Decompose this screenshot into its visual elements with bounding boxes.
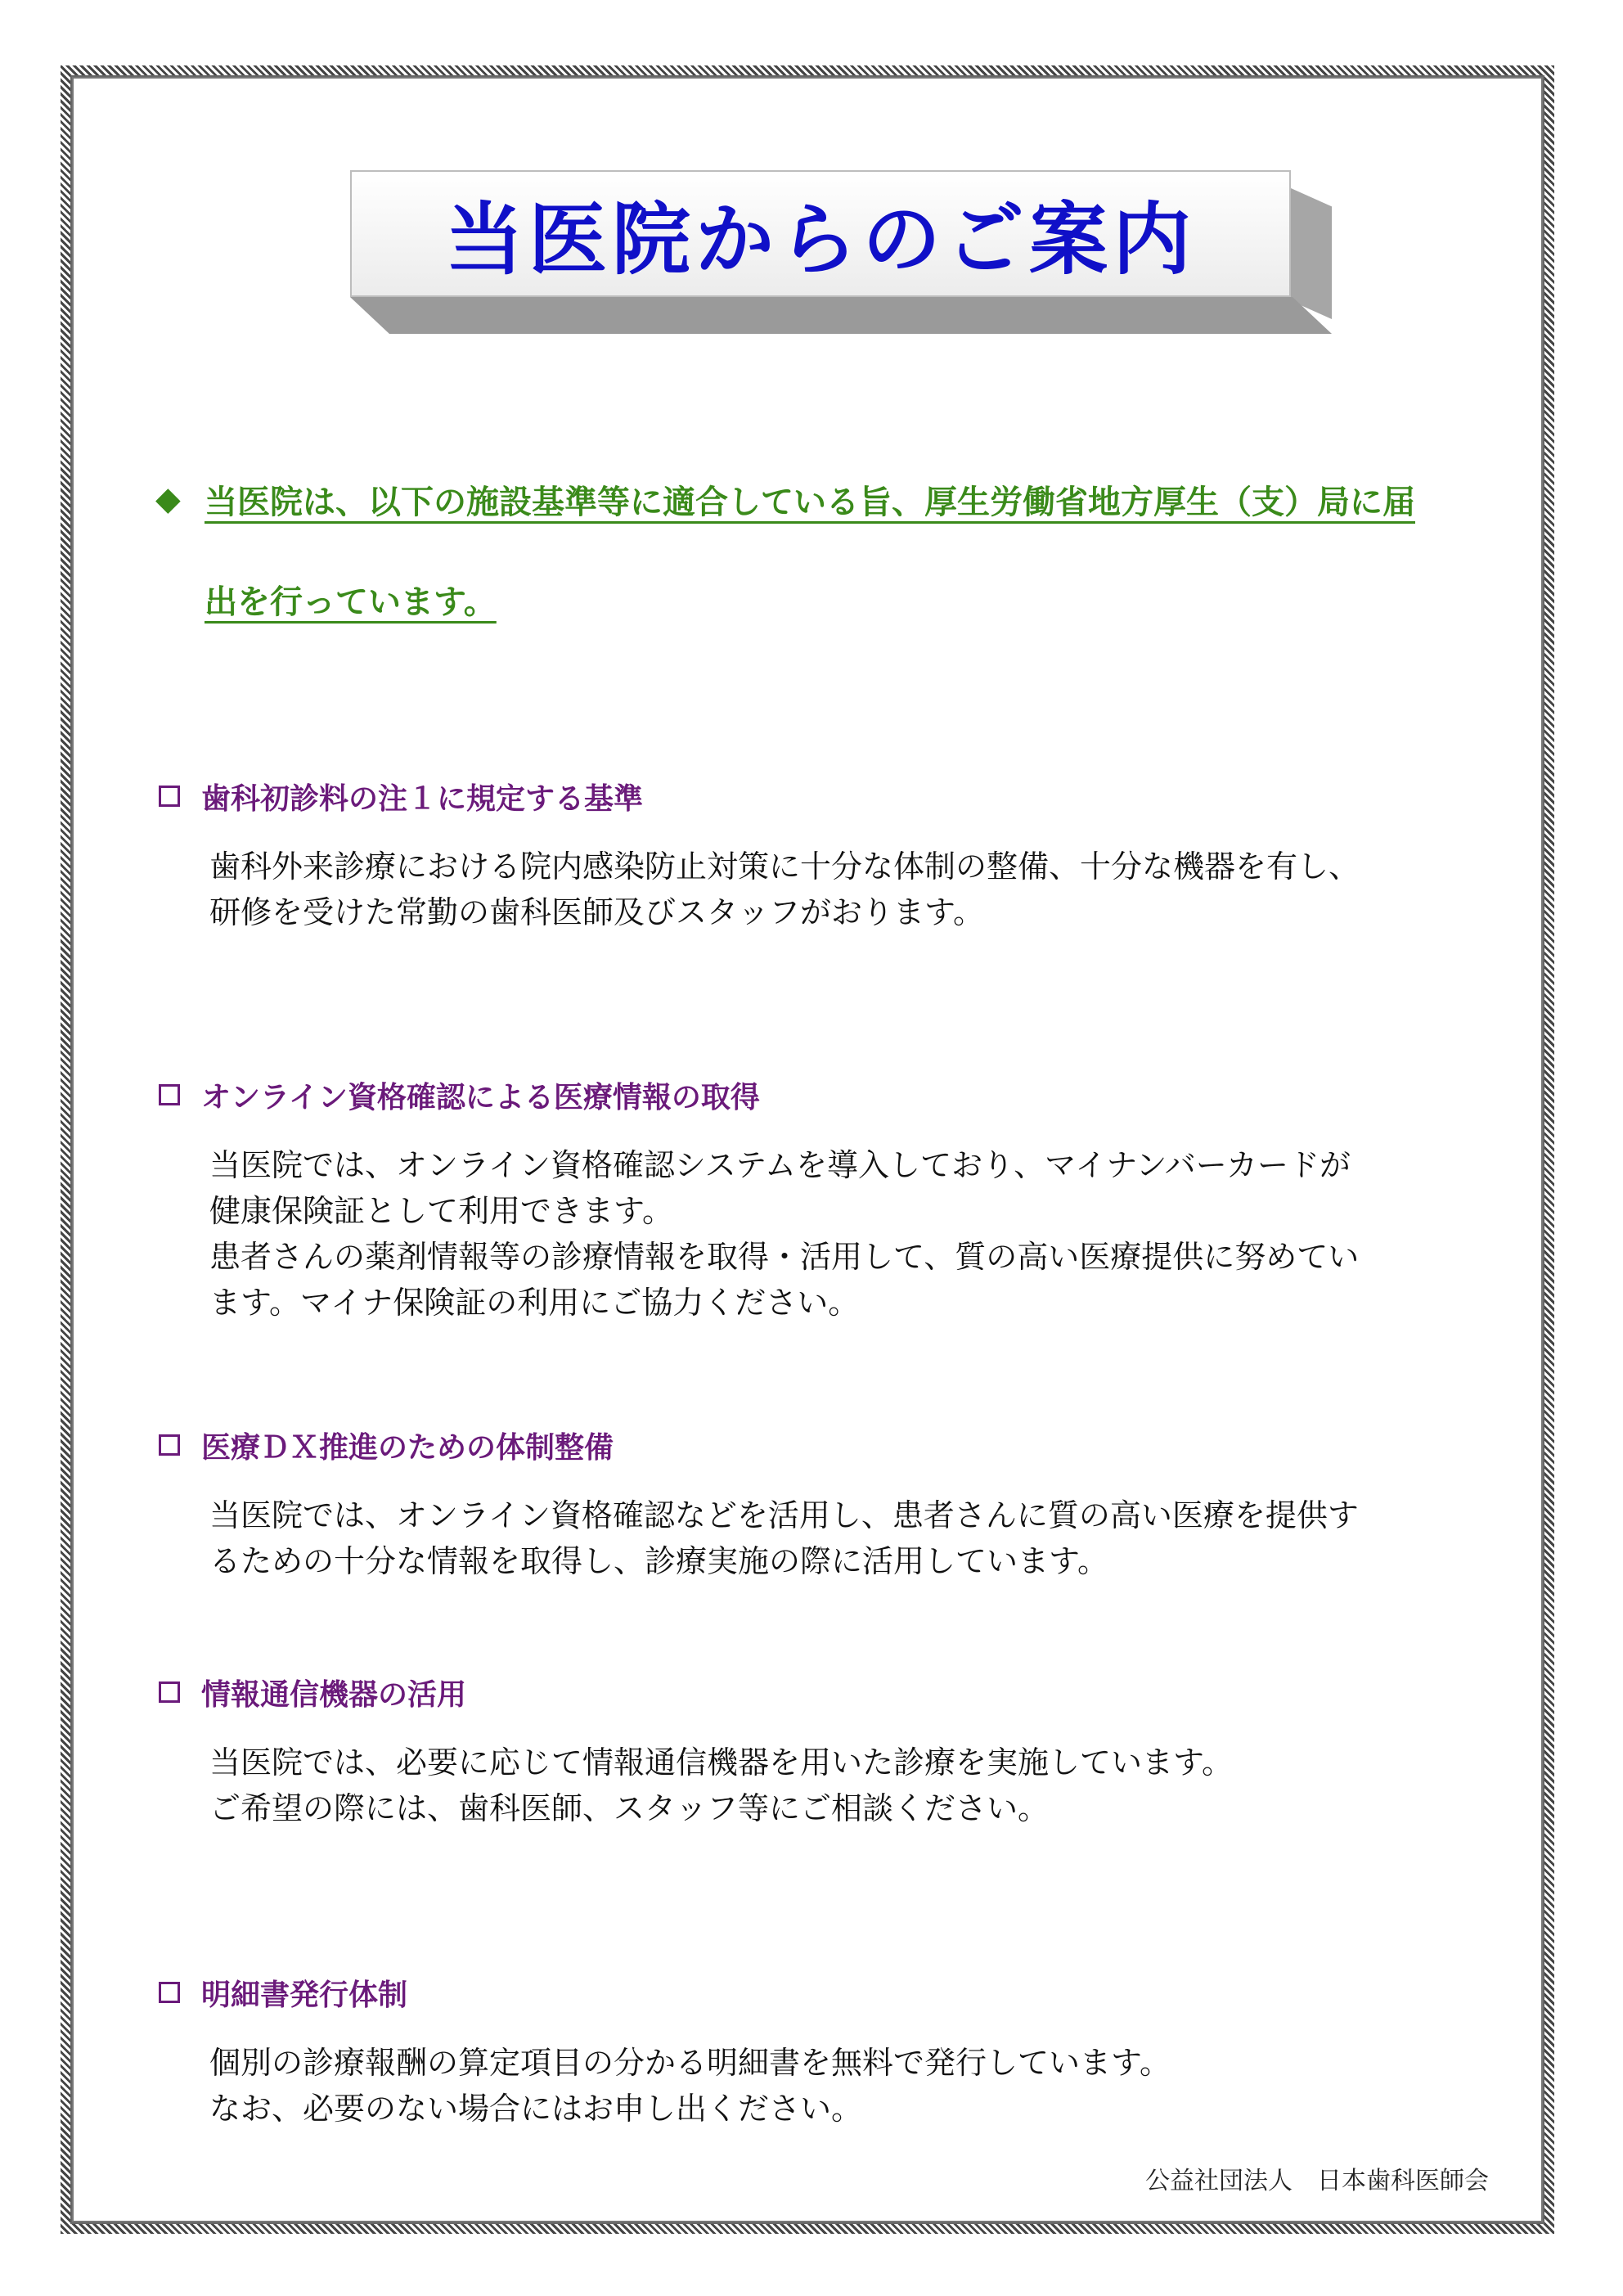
diamond-bullet-icon: ◆ — [155, 480, 181, 518]
section-body-line: 当医院では、必要に応じて情報通信機器を用いた診療を実施しています。 — [209, 1745, 1233, 1781]
section-heading: 明細書発行体制 — [201, 1978, 408, 2012]
section-body-line: 患者さんの薬剤情報等の診療情報を取得・活用して、質の高い医療提供に努めてい — [209, 1239, 1360, 1275]
section-online-qualification — [155, 1072, 1497, 1326]
section-body-line: 研修を受けた常勤の歯科医師及びスタッフがおります。 — [209, 894, 984, 930]
section-ict-devices — [155, 1669, 1497, 1831]
section-body-line: ます。マイナ保険証の利用にご協力ください。 — [209, 1285, 860, 1321]
section-body-line: るための十分な情報を取得し、診療実施の際に活用しています。 — [209, 1543, 1108, 1579]
title-banner — [350, 170, 1332, 334]
intro-notice — [155, 466, 1497, 632]
checkbox-icon — [159, 1982, 180, 2003]
section-initial-consultation — [155, 773, 1497, 935]
section-heading: 医療ＤＸ推進のための体制整備 — [201, 1430, 614, 1465]
section-body-line: ご希望の際には、歯科医師、スタッフ等にご相談ください。 — [209, 1790, 1050, 1826]
title-box — [350, 170, 1291, 297]
title-shadow-side — [1291, 188, 1332, 319]
checkbox-icon — [159, 1434, 180, 1456]
section-medical-dx — [155, 1422, 1497, 1584]
section-itemized-receipt — [155, 1970, 1497, 2132]
footer-organization: 公益社団法人 日本歯科医師会 — [1145, 2167, 1489, 2195]
section-body-line: なお、必要のない場合にはお申し出ください。 — [209, 2091, 863, 2127]
checkbox-icon — [159, 786, 180, 807]
section-heading: 情報通信機器の活用 — [201, 1677, 467, 1712]
checkbox-icon — [159, 1084, 180, 1105]
checkbox-icon — [159, 1681, 180, 1703]
section-body-line: 当医院では、オンライン資格確認などを活用し、患者さんに質の高い医療を提供す — [209, 1497, 1359, 1533]
section-heading: 歯科初診料の注１に規定する基準 — [201, 781, 644, 816]
section-heading: オンライン資格確認による医療情報の取得 — [201, 1080, 760, 1114]
section-body-line: 当医院では、オンライン資格確認システムを導入しており、マイナンバーカードが — [209, 1147, 1351, 1183]
section-body-line: 歯科外来診療における院内感染防止対策に十分な体制の整備、十分な機器を有し、 — [209, 849, 1360, 885]
intro-line-1: 当医院は、以下の施設基準等に適合している旨、厚生労働省地方厚生（支）局に届 — [205, 483, 1415, 521]
title-shadow-bottom — [350, 297, 1332, 334]
page-title: 当医院からのご案内 — [445, 194, 1196, 286]
intro-line-2: 出を行っています。 — [205, 583, 497, 621]
section-body-line: 健康保険証として利用できます。 — [209, 1193, 673, 1229]
section-body-line: 個別の診療報酬の算定項目の分かる明細書を無料で発行しています。 — [209, 2045, 1171, 2081]
